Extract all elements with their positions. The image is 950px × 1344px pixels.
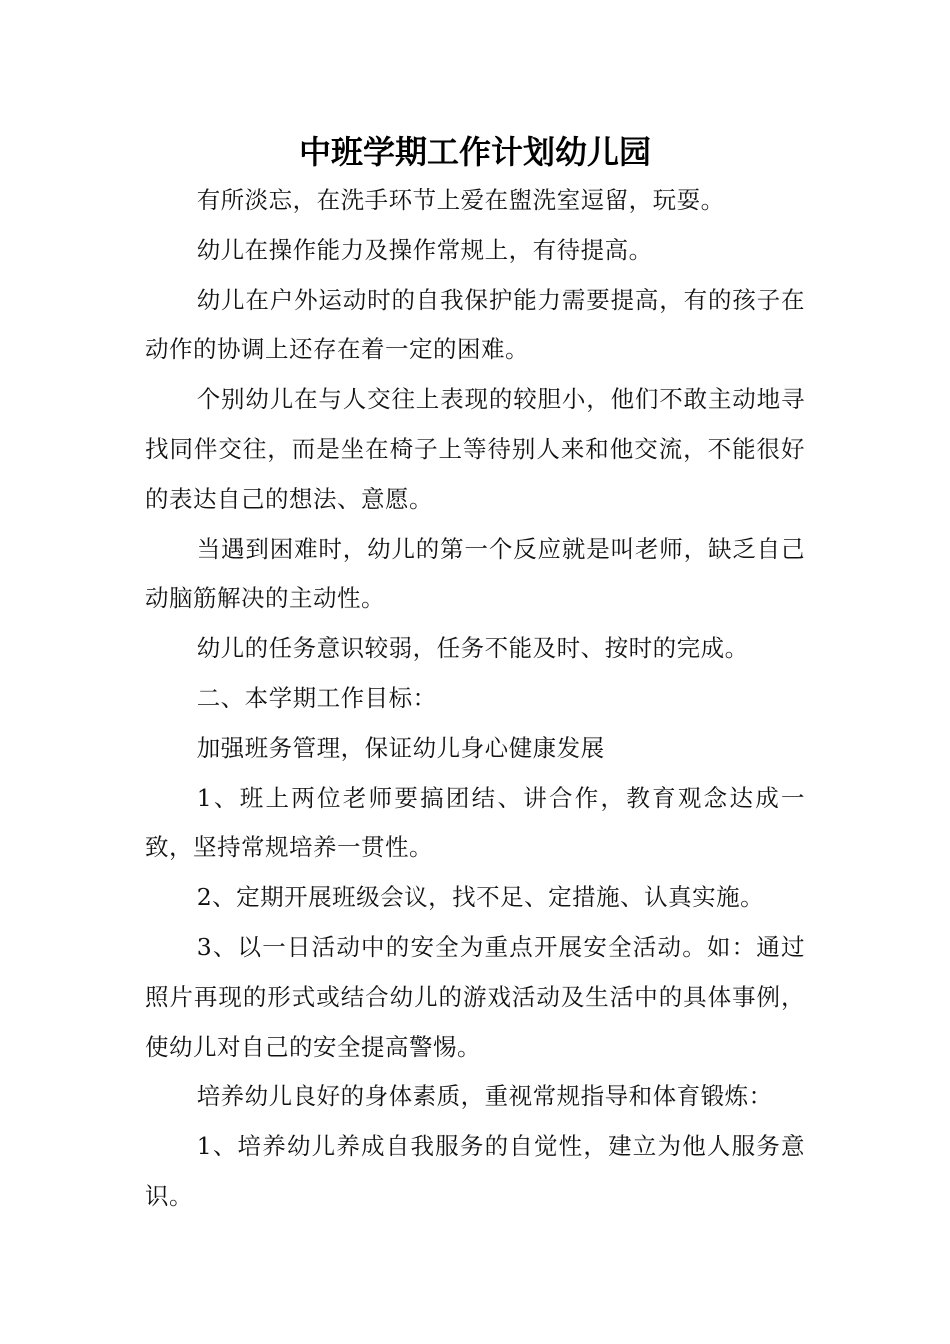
list-item: 1、培养幼儿养成自我服务的自觉性，建立为他人服务意识。 — [145, 1132, 805, 1210]
paragraph: 幼儿的任务意识较弱，任务不能及时、按时的完成。 — [196, 634, 749, 663]
document-title: 中班学期工作计划幼儿园 — [298, 133, 651, 171]
paragraph: 培养幼儿良好的身体素质，重视常规指导和体育锻炼： — [196, 1082, 773, 1111]
paragraph: 当遇到困难时，幼儿的第一个反应就是叫老师，缺乏自己动脑筋解决的主动性。 — [145, 534, 805, 613]
document-body — [145, 176, 805, 1222]
paragraph: 幼儿在操作能力及操作常规上，有待提高。 — [196, 235, 653, 264]
list-item: 3、以一日活动中的安全为重点开展安全活动。如：通过照片再现的形式或结合幼儿的游戏活动及生活中的具体事例，使幼儿对自己的安全提高警惕。 — [145, 932, 805, 1061]
paragraph: 个别幼儿在与人交往上表现的较胆小，他们不敢主动地寻找同伴交往，而是坐在椅子上等待别人来和他交流，不能很好的表达自己的想法、意愿。 — [145, 385, 805, 513]
section-heading: 二、本学期工作目标： — [196, 683, 437, 712]
list-item: 2、定期开展班级会议，找不足、定措施、认真实施。 — [196, 883, 765, 912]
paragraph: 有所淡忘，在洗手环节上爱在盥洗室逗留，玩耍。 — [196, 186, 725, 214]
paragraph: 幼儿在户外运动时的自我保护能力需要提高，有的孩子在动作的协调上还存在着一定的困难。 — [145, 285, 805, 364]
paragraph: 加强班务管理，保证幼儿身心健康发展 — [196, 733, 605, 762]
list-item: 1、班上两位老师要搞团结、讲合作，教育观念达成一致，坚持常规培养一贯性。 — [145, 783, 805, 862]
